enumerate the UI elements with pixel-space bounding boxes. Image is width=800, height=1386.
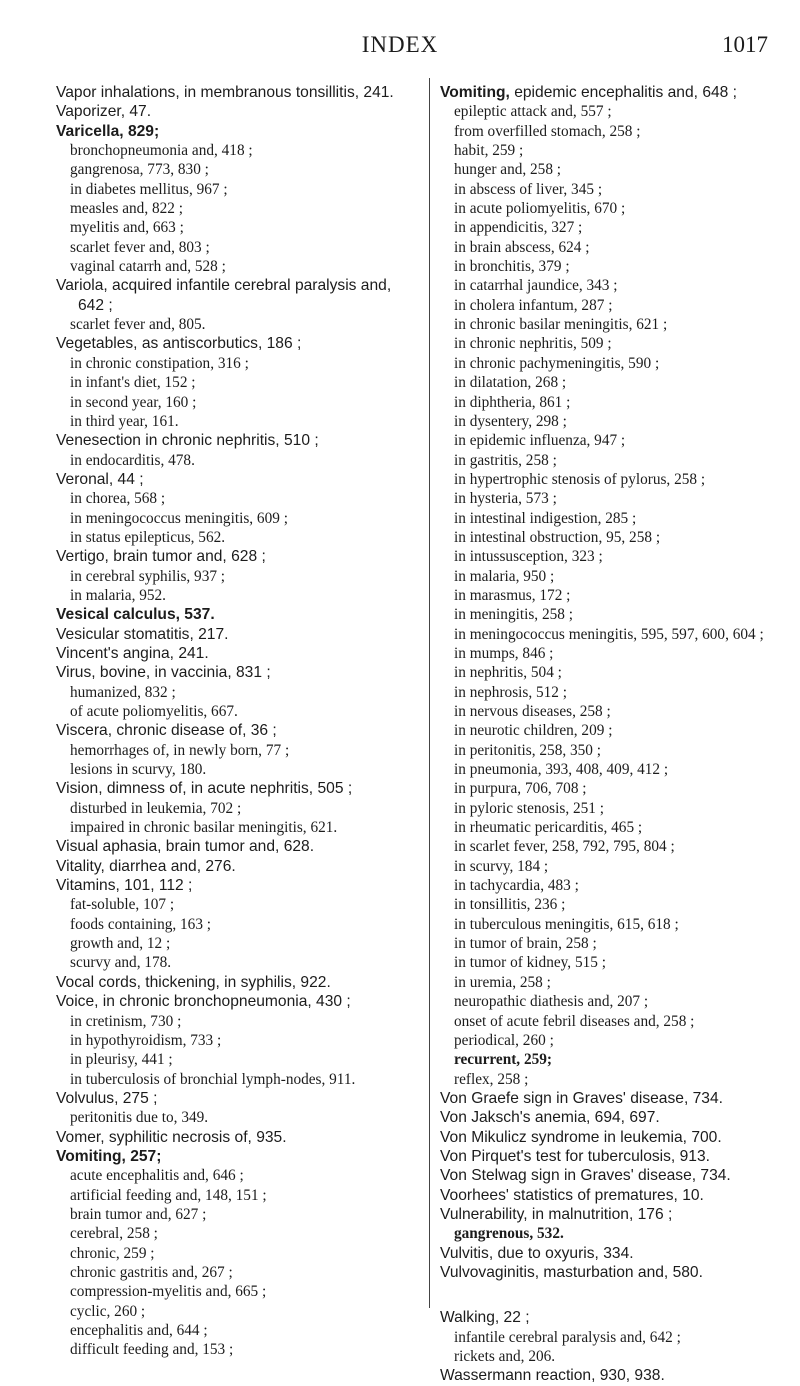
index-entry: Vomer, syphilitic necrosis of, 935.: [56, 1128, 287, 1146]
index-subentry: in epidemic influenza, 947 ;: [454, 432, 626, 450]
index-entry: Vegetables, as antiscorbutics, 186 ;: [56, 335, 302, 353]
index-subentry: in nephrosis, 512 ;: [454, 683, 568, 701]
index-subentry: in nephritis, 504 ;: [454, 664, 562, 682]
index-subentry: scurvy and, 178.: [70, 954, 172, 972]
index-subentry: in mumps, 846 ;: [454, 644, 554, 662]
index-subentry: infantile cerebral paralysis and, 642 ;: [454, 1328, 681, 1346]
index-subentry: in tumor of brain, 258 ;: [454, 935, 597, 953]
index-subentry: in peritonitis, 258, 350 ;: [454, 741, 602, 759]
index-entry: Viscera, chronic disease of, 36 ;: [56, 722, 277, 740]
index-subentry: in meningococcus meningitis, 609 ;: [70, 509, 288, 527]
index-subentry: scarlet fever and, 805.: [70, 316, 206, 334]
column-divider: [429, 78, 430, 1308]
index-entry: Variola, acquired infantile cerebral paralysis and, 642 ;: [56, 277, 392, 314]
index-subentry: in diabetes mellitus, 967 ;: [70, 180, 228, 198]
index-subentry: in infant's diet, 152 ;: [70, 374, 196, 392]
index-subentry: chronic gastritis and, 267 ;: [70, 1263, 233, 1281]
index-subentry: neuropathic diathesis and, 207 ;: [454, 993, 649, 1011]
index-entry-keyword: Vomiting,: [440, 84, 510, 101]
index-entry: Vocal cords, thickening, in syphilis, 922.: [56, 973, 331, 991]
index-subentry: measles and, 822 ;: [70, 200, 184, 218]
index-subentry: growth and, 12 ;: [70, 935, 171, 953]
index-subentry: compression-myelitis and, 665 ;: [70, 1283, 267, 1301]
index-subentry: in endocarditis, 478.: [70, 451, 195, 469]
index-subentry: in cerebral syphilis, 937 ;: [70, 567, 226, 585]
index-subentry: bronchopneumonia and, 418 ;: [70, 142, 253, 160]
index-subentry: cerebral, 258 ;: [70, 1225, 158, 1243]
index-entry: Voorhees' statistics of prematures, 10.: [440, 1186, 704, 1204]
index-subentry: acute encephalitis and, 646 ;: [70, 1167, 244, 1185]
index-subentry: in scurvy, 184 ;: [454, 857, 549, 875]
index-subentry: in cholera infantum, 287 ;: [454, 296, 613, 314]
index-subentry: in meningococcus meningitis, 595, 597, 600, 604 ;: [454, 625, 764, 643]
index-subentry: habit, 259 ;: [454, 142, 524, 160]
index-entry: Vesicular stomatitis, 217.: [56, 625, 229, 643]
index-entry: Vesical calculus, 537.: [56, 606, 215, 624]
index-entry: Virus, bovine, in vaccinia, 831 ;: [56, 664, 271, 682]
index-entry: Volvulus, 275 ;: [56, 1089, 158, 1107]
index-subentry: in tonsillitis, 236 ;: [454, 896, 566, 914]
index-entry: Von Pirquet's test for tuberculosis, 913.: [440, 1147, 710, 1165]
index-subentry: in marasmus, 172 ;: [454, 586, 571, 604]
index-subentry: brain tumor and, 627 ;: [70, 1205, 207, 1223]
index-entry: [440, 83, 780, 102]
index-subentry: hunger and, 258 ;: [454, 161, 562, 179]
index-entry: Vulvovaginitis, masturbation and, 580.: [440, 1263, 703, 1281]
index-subentry: periodical, 260 ;: [454, 1031, 554, 1049]
index-entry-text: epidemic encephalitis and, 648 ;: [509, 84, 737, 101]
index-subentry: epileptic attack and, 557 ;: [454, 103, 612, 121]
index-subentry: impaired in chronic basilar meningitis, 621.: [70, 819, 338, 837]
index-subentry: in tuberculous meningitis, 615, 618 ;: [454, 915, 679, 933]
index-subentry: in brain abscess, 624 ;: [454, 238, 590, 256]
index-entry: Venesection in chronic nephritis, 510 ;: [56, 432, 319, 450]
index-subentry: in diphtheria, 861 ;: [454, 393, 571, 411]
index-subentry: lesions in scurvy, 180.: [70, 761, 207, 779]
index-subentry: of acute poliomyelitis, 667.: [70, 703, 238, 720]
index-subentry: hemorrhages of, in newly born, 77 ;: [70, 741, 290, 759]
index-entry: Vaporizer, 47.: [56, 103, 152, 121]
index-entry: Von Graefe sign in Graves' disease, 734.: [440, 1089, 723, 1107]
index-entry: Von Jaksch's anemia, 694, 697.: [440, 1109, 660, 1127]
index-subentry: in hysteria, 573 ;: [454, 490, 557, 508]
index-subentry: in appendicitis, 327 ;: [454, 219, 583, 237]
section-gap: [440, 1282, 780, 1308]
index-subentry: in hypothyroidism, 733 ;: [70, 1031, 222, 1049]
index-column-right: [440, 83, 780, 1386]
index-subentry: humanized, 832 ;: [70, 683, 176, 701]
index-subentry: in nervous diseases, 258 ;: [454, 703, 611, 720]
index-subentry: disturbed in leukemia, 702 ;: [70, 799, 242, 817]
index-subentry: peritonitis due to, 349.: [70, 1109, 209, 1127]
index-subentry: in chronic nephritis, 509 ;: [454, 335, 612, 353]
index-subentry: myelitis and, 663 ;: [70, 219, 184, 237]
index-subentry: in purpura, 706, 708 ;: [454, 780, 587, 798]
index-subentry: chronic, 259 ;: [70, 1244, 155, 1262]
index-subentry: fat-soluble, 107 ;: [70, 896, 175, 914]
index-subentry: in scarlet fever, 258, 792, 795, 804 ;: [454, 838, 675, 856]
index-subentry: vaginal catarrh and, 528 ;: [70, 258, 226, 276]
index-subentry: in chorea, 568 ;: [70, 490, 166, 508]
index-subentry: in bronchitis, 379 ;: [454, 258, 570, 276]
index-subentry: in acute poliomyelitis, 670 ;: [454, 200, 626, 218]
index-subentry: scarlet fever and, 803 ;: [70, 238, 210, 256]
index-subentry: difficult feeding and, 153 ;: [70, 1341, 234, 1359]
index-entry: Vomiting, 257;: [56, 1147, 162, 1165]
index-subentry: in hypertrophic stenosis of pylorus, 258 ;: [454, 470, 706, 488]
index-subentry: in pneumonia, 393, 408, 409, 412 ;: [454, 761, 669, 779]
index-subentry: in chronic basilar meningitis, 621 ;: [454, 316, 668, 334]
index-subentry: in third year, 161.: [70, 412, 179, 430]
index-subentry: in intussusception, 323 ;: [454, 548, 603, 566]
index-subentry: in rheumatic pericarditis, 465 ;: [454, 819, 643, 837]
index-subentry: rickets and, 206.: [454, 1348, 556, 1365]
index-entry: Walking, 22 ;: [440, 1309, 530, 1327]
page-number: 1017: [722, 32, 768, 57]
index-entry: Wassermann reaction, 930, 938.: [440, 1367, 665, 1385]
index-subentry: in gastritis, 258 ;: [454, 451, 557, 469]
index-subentry: cyclic, 260 ;: [70, 1302, 146, 1320]
index-subentry: onset of acute febril diseases and, 258 ;: [454, 1012, 695, 1030]
index-subentry: in status epilepticus, 562.: [70, 528, 226, 546]
index-subentry: foods containing, 163 ;: [70, 915, 212, 933]
index-subentry: artificial feeding and, 148, 151 ;: [70, 1186, 267, 1204]
index-subentry: in malaria, 952.: [70, 586, 167, 604]
index-subentry: in tachycardia, 483 ;: [454, 877, 579, 895]
page-title: INDEX: [361, 32, 439, 57]
index-subentry: in intestinal indigestion, 285 ;: [454, 509, 637, 527]
index-entry: Vertigo, brain tumor and, 628 ;: [56, 548, 266, 566]
index-subentry: in cretinism, 730 ;: [70, 1012, 182, 1030]
index-subentry: encephalitis and, 644 ;: [70, 1322, 208, 1339]
index-subentry: gangrenous, 532.: [454, 1225, 564, 1243]
index-subentry: recurrent, 259;: [454, 1051, 552, 1069]
index-subentry: in abscess of liver, 345 ;: [454, 180, 603, 198]
index-entry: Visual aphasia, brain tumor and, 628.: [56, 838, 315, 856]
index-subentry: in catarrhal jaundice, 343 ;: [454, 277, 618, 295]
index-subentry: in intestinal obstruction, 95, 258 ;: [454, 528, 661, 546]
index-entry: Vitality, diarrhea and, 276.: [56, 857, 236, 875]
index-entry: Vitamins, 101, 112 ;: [56, 877, 193, 895]
index-subentry: in second year, 160 ;: [70, 393, 197, 411]
index-subentry: gangrenosa, 773, 830 ;: [70, 161, 209, 179]
index-subentry: in uremia, 258 ;: [454, 973, 551, 991]
index-subentry: in neurotic children, 209 ;: [454, 722, 613, 740]
index-subentry: in tuberculosis of bronchial lymph-nodes, 911.: [70, 1070, 356, 1088]
index-entry: Von Mikulicz syndrome in leukemia, 700.: [440, 1128, 722, 1146]
index-entry: Veronal, 44 ;: [56, 470, 144, 488]
index-subentry: in pyloric stenosis, 251 ;: [454, 799, 604, 817]
index-subentry: in chronic constipation, 316 ;: [70, 354, 249, 372]
index-entry: Vincent's angina, 241.: [56, 644, 209, 662]
index-entry: Vapor inhalations, in membranous tonsillitis, 241.: [56, 84, 394, 101]
page-header: [0, 32, 800, 62]
index-entry: Vision, dimness of, in acute nephritis, 505 ;: [56, 780, 353, 798]
index-subentry: from overfilled stomach, 258 ;: [454, 122, 641, 140]
index-subentry: in dysentery, 298 ;: [454, 412, 567, 430]
index-subentry: in meningitis, 258 ;: [454, 606, 573, 624]
index-entry: Vulvitis, due to oxyuris, 334.: [440, 1244, 634, 1262]
index-subentry: in pleurisy, 441 ;: [70, 1051, 173, 1069]
index-subentry: reflex, 258 ;: [454, 1070, 529, 1088]
index-subentry: in dilatation, 268 ;: [454, 374, 567, 392]
index-entry: Vulnerability, in malnutrition, 176 ;: [440, 1205, 673, 1223]
index-subentry: in tumor of kidney, 515 ;: [454, 954, 606, 972]
index-entry: Varicella, 829;: [56, 122, 160, 140]
index-entry: Von Stelwag sign in Graves' disease, 734.: [440, 1167, 731, 1185]
index-subentry: in chronic pachymeningitis, 590 ;: [454, 354, 660, 372]
index-column-left: [56, 83, 421, 1360]
index-entry: Voice, in chronic bronchopneumonia, 430 ;: [56, 993, 351, 1011]
index-subentry: in malaria, 950 ;: [454, 567, 555, 585]
